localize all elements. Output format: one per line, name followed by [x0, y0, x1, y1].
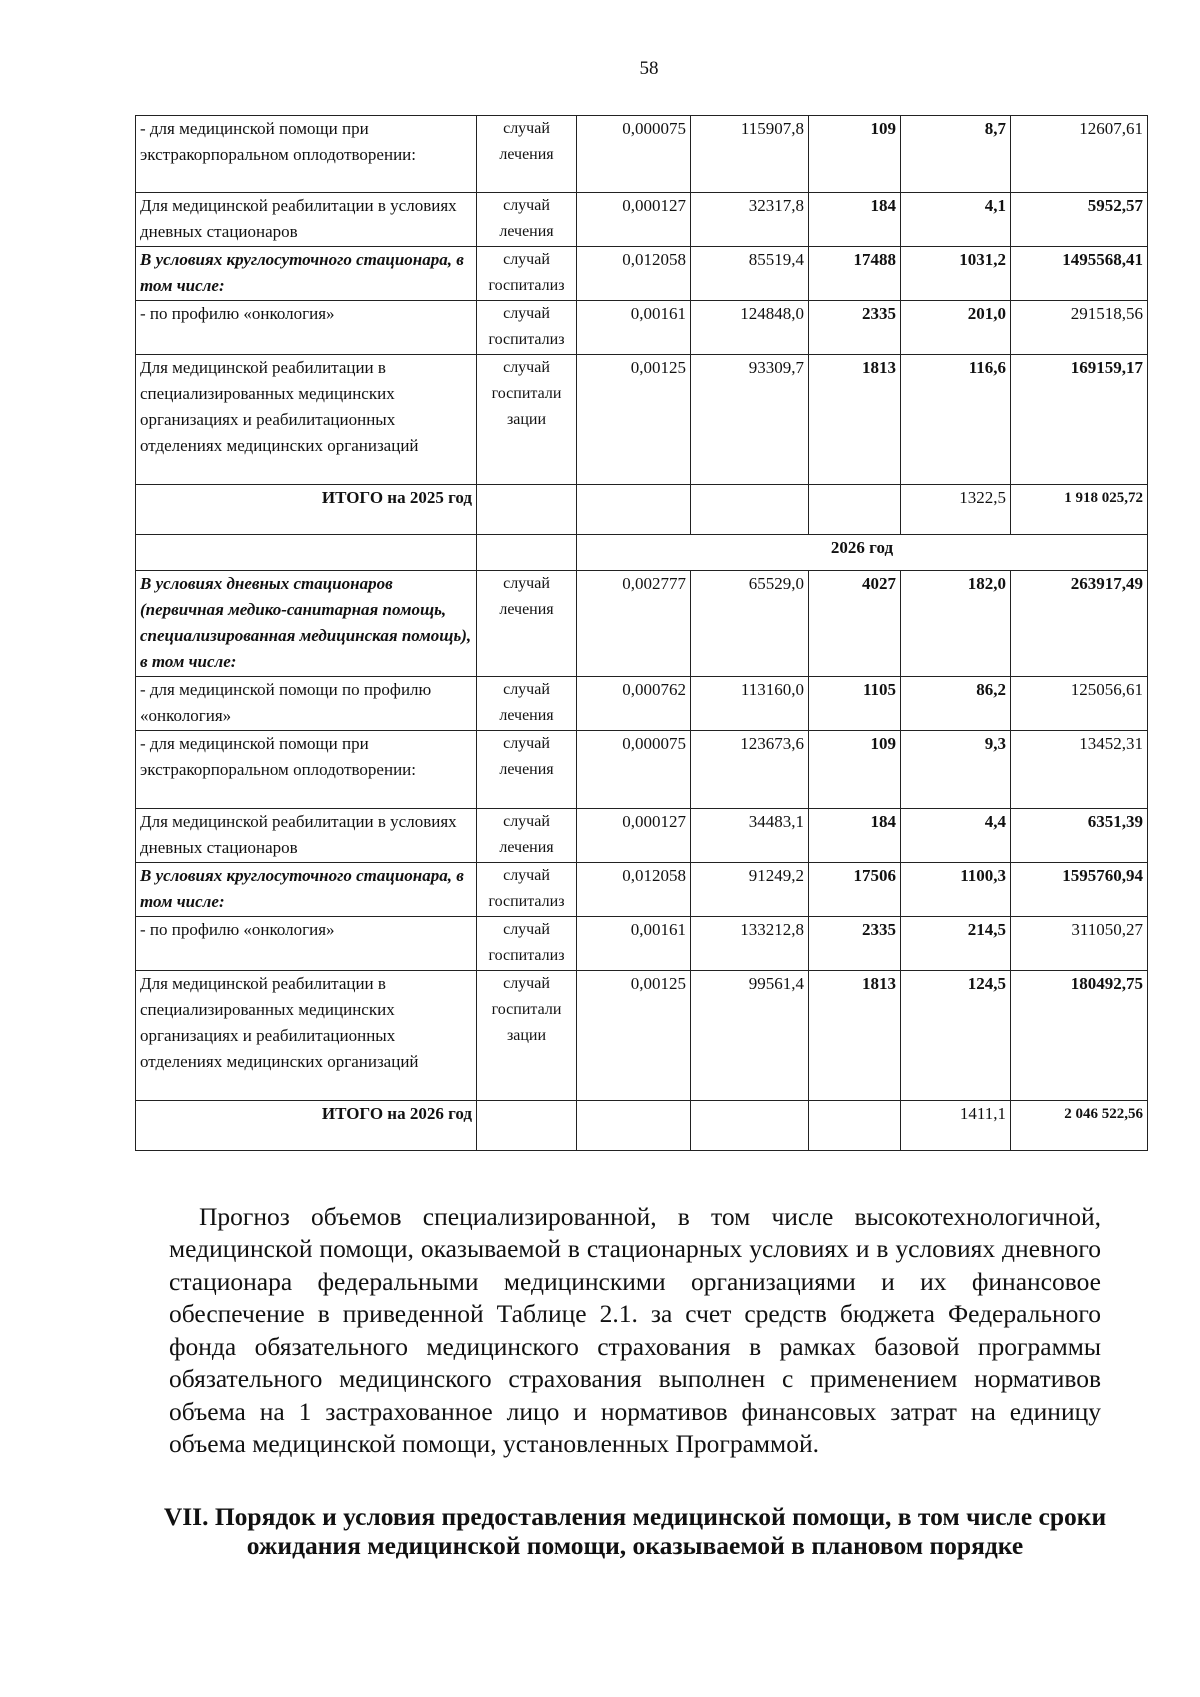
- row-count: 4027: [809, 571, 901, 677]
- row-name: Для медицинской реабилитации в специализированных медицинских организациях и реабилитационных отделениях медицинских организаций: [136, 355, 477, 485]
- total-sum: 1 918 025,72: [1011, 485, 1148, 535]
- row-count: 109: [809, 116, 901, 193]
- row-unit: случай лечения: [477, 193, 577, 247]
- table-row: [136, 247, 1148, 301]
- row-norm: 0,000075: [577, 731, 691, 809]
- row-unit: случай госпитали зации: [477, 971, 577, 1101]
- table-row: [136, 301, 1148, 355]
- row-per-capita: 4,1: [901, 193, 1011, 247]
- row-norm: 0,012058: [577, 863, 691, 917]
- empty-cell: [691, 1101, 809, 1151]
- row-unit: случай госпитализ: [477, 917, 577, 971]
- row-total: 1495568,41: [1011, 247, 1148, 301]
- year-row: [136, 535, 1148, 571]
- row-per-capita: 1100,3: [901, 863, 1011, 917]
- table-row: [136, 355, 1148, 485]
- empty-cell: [136, 535, 477, 571]
- row-name: Для медицинской реабилитации в специализированных медицинских организациях и реабилитационных отделениях медицинских организаций: [136, 971, 477, 1101]
- row-norm: 0,000075: [577, 116, 691, 193]
- empty-cell: [477, 1101, 577, 1151]
- row-total: 169159,17: [1011, 355, 1148, 485]
- total-per-capita: 1322,5: [901, 485, 1011, 535]
- total-sum: 2 046 522,56: [1011, 1101, 1148, 1151]
- empty-cell: [809, 485, 901, 535]
- row-per-capita: 116,6: [901, 355, 1011, 485]
- row-unit: случай лечения: [477, 809, 577, 863]
- row-unit: случай госпитали зации: [477, 355, 577, 485]
- row-norm: 0,000762: [577, 677, 691, 731]
- empty-cell: [477, 485, 577, 535]
- total-label: ИТОГО на 2026 год: [136, 1101, 477, 1151]
- row-cost: 124848,0: [691, 301, 809, 355]
- row-total: 5952,57: [1011, 193, 1148, 247]
- row-norm: 0,00161: [577, 917, 691, 971]
- table-row: [136, 917, 1148, 971]
- row-count: 2335: [809, 301, 901, 355]
- row-name: - по профилю «онкология»: [136, 301, 477, 355]
- row-name: В условиях круглосуточного стационара, в том числе:: [136, 247, 477, 301]
- row-count: 109: [809, 731, 901, 809]
- row-cost: 123673,6: [691, 731, 809, 809]
- row-count: 184: [809, 193, 901, 247]
- table-row: [136, 116, 1148, 193]
- page-number: 58: [639, 58, 659, 79]
- row-per-capita: 214,5: [901, 917, 1011, 971]
- row-total: 6351,39: [1011, 809, 1148, 863]
- row-cost: 99561,4: [691, 971, 809, 1101]
- row-count: 1813: [809, 355, 901, 485]
- table-row: [136, 809, 1148, 863]
- row-norm: 0,012058: [577, 247, 691, 301]
- row-unit: случай лечения: [477, 677, 577, 731]
- table-row: [136, 193, 1148, 247]
- row-name: - для медицинской помощи по профилю «онкология»: [136, 677, 477, 731]
- row-norm: 0,002777: [577, 571, 691, 677]
- row-cost: 32317,8: [691, 193, 809, 247]
- row-cost: 113160,0: [691, 677, 809, 731]
- volumes-table: [135, 115, 1148, 1151]
- row-cost: 34483,1: [691, 809, 809, 863]
- row-total: 1595760,94: [1011, 863, 1148, 917]
- row-name: - для медицинской помощи при экстракорпоральном оплодотворении:: [136, 116, 477, 193]
- year-header: 2026 год: [577, 535, 1148, 571]
- row-cost: 93309,7: [691, 355, 809, 485]
- row-count: 1105: [809, 677, 901, 731]
- row-norm: 0,00125: [577, 355, 691, 485]
- row-name: В условиях дневных стационаров (первичная медико-санитарная помощь, специализированная медицинская помощь), в том числе:: [136, 571, 477, 677]
- empty-cell: [477, 535, 577, 571]
- row-per-capita: 124,5: [901, 971, 1011, 1101]
- row-total: 311050,27: [1011, 917, 1148, 971]
- row-total: 13452,31: [1011, 731, 1148, 809]
- row-cost: 85519,4: [691, 247, 809, 301]
- row-per-capita: 86,2: [901, 677, 1011, 731]
- table-row: [136, 677, 1148, 731]
- total-row-2025: [136, 485, 1148, 535]
- total-row-2026: [136, 1101, 1148, 1151]
- empty-cell: [577, 1101, 691, 1151]
- row-name: В условиях круглосуточного стационара, в том числе:: [136, 863, 477, 917]
- row-norm: 0,000127: [577, 193, 691, 247]
- row-per-capita: 4,4: [901, 809, 1011, 863]
- row-cost: 115907,8: [691, 116, 809, 193]
- body-paragraph: Прогноз объемов специализированной, в том числе высокотехнологичной, медицинской помощи, оказываемой в стационарных условиях и в условиях дневного стационара федеральными медицинскими организациями и их финансовое обеспечение в приведенной Таблице 2.1. за счет средств бюджета Федерального фонда обязательного медицинского страхования в рамках базовой программы обязательного медицинского страхования выполнен с применением нормативов объема на 1 застрахованное лицо и нормативов финансовых затрат на единицу объема медицинской помощи, установленных Программой.: [169, 1201, 1101, 1458]
- row-cost: 91249,2: [691, 863, 809, 917]
- row-per-capita: 182,0: [901, 571, 1011, 677]
- row-per-capita: 1031,2: [901, 247, 1011, 301]
- row-cost: 65529,0: [691, 571, 809, 677]
- empty-cell: [809, 1101, 901, 1151]
- row-name: - для медицинской помощи при экстракорпоральном оплодотворении:: [136, 731, 477, 809]
- row-unit: случай лечения: [477, 731, 577, 809]
- row-per-capita: 201,0: [901, 301, 1011, 355]
- row-unit: случай лечения: [477, 116, 577, 193]
- row-count: 2335: [809, 917, 901, 971]
- row-count: 184: [809, 809, 901, 863]
- row-cost: 133212,8: [691, 917, 809, 971]
- total-label: ИТОГО на 2025 год: [136, 485, 477, 535]
- row-total: 263917,49: [1011, 571, 1148, 677]
- row-norm: 0,000127: [577, 809, 691, 863]
- row-total: 12607,61: [1011, 116, 1148, 193]
- row-unit: случай лечения: [477, 571, 577, 677]
- empty-cell: [691, 485, 809, 535]
- row-name: - по профилю «онкология»: [136, 917, 477, 971]
- table-row: [136, 863, 1148, 917]
- row-count: 1813: [809, 971, 901, 1101]
- row-total: 125056,61: [1011, 677, 1148, 731]
- table-row: [136, 971, 1148, 1101]
- row-total: 291518,56: [1011, 301, 1148, 355]
- row-norm: 0,00161: [577, 301, 691, 355]
- row-name: Для медицинской реабилитации в условиях дневных стационаров: [136, 809, 477, 863]
- row-unit: случай госпитализ: [477, 247, 577, 301]
- row-norm: 0,00125: [577, 971, 691, 1101]
- row-unit: случай госпитализ: [477, 301, 577, 355]
- total-per-capita: 1411,1: [901, 1101, 1011, 1151]
- table-row: [136, 571, 1148, 677]
- row-count: 17488: [809, 247, 901, 301]
- row-per-capita: 9,3: [901, 731, 1011, 809]
- row-per-capita: 8,7: [901, 116, 1011, 193]
- section-heading: VII. Порядок и условия предоставления медицинской помощи, в том числе сроки ожидания медицинской помощи, оказываемой в плановом порядке: [163, 1502, 1107, 1560]
- row-count: 17506: [809, 863, 901, 917]
- row-unit: случай госпитализ: [477, 863, 577, 917]
- row-name: Для медицинской реабилитации в условиях дневных стационаров: [136, 193, 477, 247]
- row-total: 180492,75: [1011, 971, 1148, 1101]
- empty-cell: [577, 485, 691, 535]
- table-row: [136, 731, 1148, 809]
